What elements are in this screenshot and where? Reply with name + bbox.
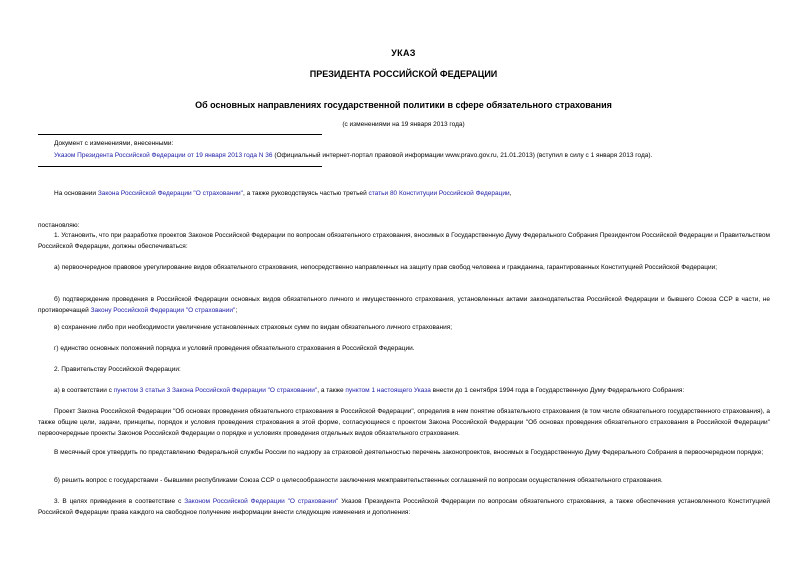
paragraph-text: Проект Закона Российской Федерации "Об основах проведения обязательного страхования в Российской Федерации", определив в нем понятие обязательного страхования (в том числе обязательного государственного страхования), а также общие цели, задачи, принципы, порядок и условия проведения страхования в этой форме, согласующиеся с проектом Закона Российской Федерации "Об основах проведения обязательного страхования в Российской Федерации" первоочередные проекты Законов Российской Федерации о порядке и условиях проведения отдельных видов обязательного страхования. xyxy=(38,408,770,437)
preamble-text: , а также руководствуясь частью третьей xyxy=(243,190,369,197)
postanovlyayu: постановляю: xyxy=(38,222,80,229)
paragraph-text: б) решить вопрос с государствами - бывшими республиками Союза ССР о целесообразности заключения межправительственных соглашений по вопросам осуществления обязательного страхования. xyxy=(54,477,663,484)
paragraph-text: а) в соответствии с xyxy=(54,387,114,394)
paragraph-item-2 xyxy=(38,364,770,375)
edition-note: (с изменениями на 19 января 2013 года) xyxy=(342,121,465,128)
paragraph-text: ; xyxy=(235,307,238,314)
doc-changes-intro: Документ с изменениями, внесенными: xyxy=(54,140,174,147)
doc-changes-tail: (Официальный интернет-портал правовой информации www.pravo.gov.ru, 21.01.2013) (вступил в силу с 1 января 2013 года). xyxy=(272,152,653,159)
paragraph-item-1v xyxy=(38,322,770,333)
paragraph-item-1 xyxy=(38,230,770,252)
paragraph-item-1a xyxy=(38,262,770,273)
paragraph-text: 2. Правительству Российской Федерации: xyxy=(54,366,181,373)
paragraph-item-2b xyxy=(38,475,770,486)
decree-title: Об основных направлениях государственной политики в сфере обязательного страхования xyxy=(195,100,612,110)
paragraph-project xyxy=(38,406,770,439)
paragraph-text: , а также xyxy=(317,387,346,394)
decree-issuer: ПРЕЗИДЕНТА РОССИЙСКОЙ ФЕДЕРАЦИИ xyxy=(309,69,498,79)
paragraph-text: а) первоочередное правовое урегулирование видов обязательного страхования, непосредственно направленных на защиту прав свобод человека и гражданина, гарантированных Конституцией Российской Федерации; xyxy=(54,264,718,271)
paragraph-text: б) подтверждение проведения в Российской Федерации основных видов обязательного личного и имущественного страхования, установленных актами законодательства Российской Федерации и бывшего Союза ССР в части, не противоречащей xyxy=(38,296,770,314)
law-article-link[interactable]: пунктом 3 статьи 3 Закона Российской Федерации "О страховании" xyxy=(113,387,318,394)
paragraph-text: в) сохранение либо при необходимости увеличение установленных страховых сумм по видам обязательного личного страхования; xyxy=(54,324,453,331)
preamble-text: , xyxy=(509,190,512,197)
paragraph-item-3 xyxy=(38,496,770,518)
preamble-text: На основании xyxy=(54,190,98,197)
paragraph-month xyxy=(38,447,770,458)
insurance-law-link[interactable]: Закона Российской Федерации "О страховании" xyxy=(97,190,243,197)
paragraph-text: В месячный срок утвердить по представлению Федеральной службы России по надзору за страховой деятельностью перечень законопроектов, вносимых в Государственную Думу Федерального Собрания в первоочередном порядке; xyxy=(54,449,764,456)
insurance-law-link[interactable]: Закону Российской Федерации "О страховании" xyxy=(90,307,236,314)
amending-decree-link[interactable]: Указом Президента Российской Федерации от 19 января 2013 года N 36 xyxy=(54,152,273,159)
paragraph-text: г) единство основных положений порядка и условий проведения обязательного страхования в Российской Федерации. xyxy=(54,345,415,352)
decree-heading: УКАЗ xyxy=(391,48,416,58)
paragraph-text: Указов Президента Российской Федерации по вопросам обязательного страхования, а также обеспечения установленного Конституцией Российской Федерации права каждого на свободное получение информации внести следующие изменения и дополнения: xyxy=(38,498,770,516)
paragraph-text: внести до 1 сентября 1994 года в Государственную Думу Федерального Собрания: xyxy=(430,387,685,394)
paragraph-item-1g xyxy=(38,343,770,354)
doc-changes-ref xyxy=(54,150,770,161)
divider-bottom xyxy=(38,166,322,167)
decree-point-link[interactable]: пунктом 1 настоящего Указа xyxy=(345,387,431,394)
insurance-law-link[interactable]: Законом Российской Федерации "О страховании" xyxy=(184,498,339,505)
paragraph-item-2a xyxy=(38,385,770,396)
paragraph-text: 1. Установить, что при разработке проектов Законов Российской Федерации по вопросам обязательного страхования, вносимых в Государственную Думу Федерального Собрания Президентом Российской Федерации и Правительством Российской Федерации, должны обеспечиваться: xyxy=(38,232,770,250)
preamble xyxy=(38,188,770,199)
divider-top xyxy=(38,134,322,135)
paragraph-item-1b xyxy=(38,294,770,316)
paragraph-text: 3. В целях приведения в соответствие с xyxy=(54,498,185,505)
constitution-article-link[interactable]: статьи 80 Конституции Российской Федерации xyxy=(368,190,510,197)
